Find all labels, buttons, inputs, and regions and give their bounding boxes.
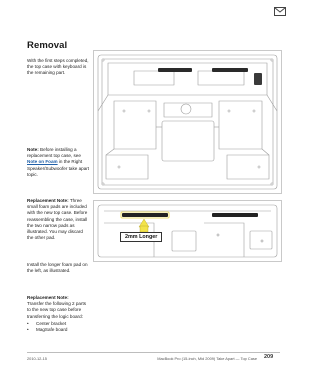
mail-icon[interactable] — [274, 7, 286, 16]
parts-list — [27, 321, 90, 333]
replacement-note-foam-2: Install the longer foam pad on the left, as illustrated. — [27, 262, 88, 274]
footer-date: 2010-12-15 — [27, 356, 47, 361]
footer-divider — [27, 352, 280, 353]
replacement-note-label: Replacement Note: — [27, 198, 69, 203]
note-on-foam-link[interactable]: Note on Foam — [27, 159, 58, 165]
foam-pad-illustration — [94, 201, 281, 261]
top-case-photo — [93, 50, 282, 194]
note-text-after: in the Right Speaker/Subwoofer take apart topic. — [27, 159, 90, 177]
parts-list-item: • Center bracket — [27, 321, 90, 327]
foam-pad-callout: 2mm Longer — [120, 232, 162, 242]
note-text: Before installing a replacement top case, see — [27, 147, 81, 159]
replacement-note-transfer — [27, 295, 90, 333]
foam-pad-photo — [93, 200, 282, 262]
replacement-note-text: Three small foam pads are included with the new top case. Before reassembling the case, install the two narrow pads as illustrated. You may discard the other pad. — [27, 198, 88, 241]
note-label: Note: — [27, 147, 39, 152]
replacement-note-foam — [27, 198, 90, 241]
top-case-illustration — [94, 51, 281, 193]
parts-list-item: • MagSafe board — [27, 327, 90, 333]
replacement-note-transfer-text: Transfer the following 2 parts to the new top case before transferring the logic board: — [27, 301, 87, 319]
page-header — [0, 0, 300, 20]
page-number: 209 — [264, 354, 274, 360]
footer-document-title: MacBook Pro (15-inch, Mid 2009) Take Apart — Top Case — [157, 356, 257, 361]
foam-note — [27, 147, 90, 178]
section-title: Removal — [27, 40, 68, 51]
replacement-note-label-2: Replacement Note: — [27, 295, 69, 300]
removal-text: With the first steps completed, the top case with keyboard is the remaining part. — [27, 58, 89, 76]
